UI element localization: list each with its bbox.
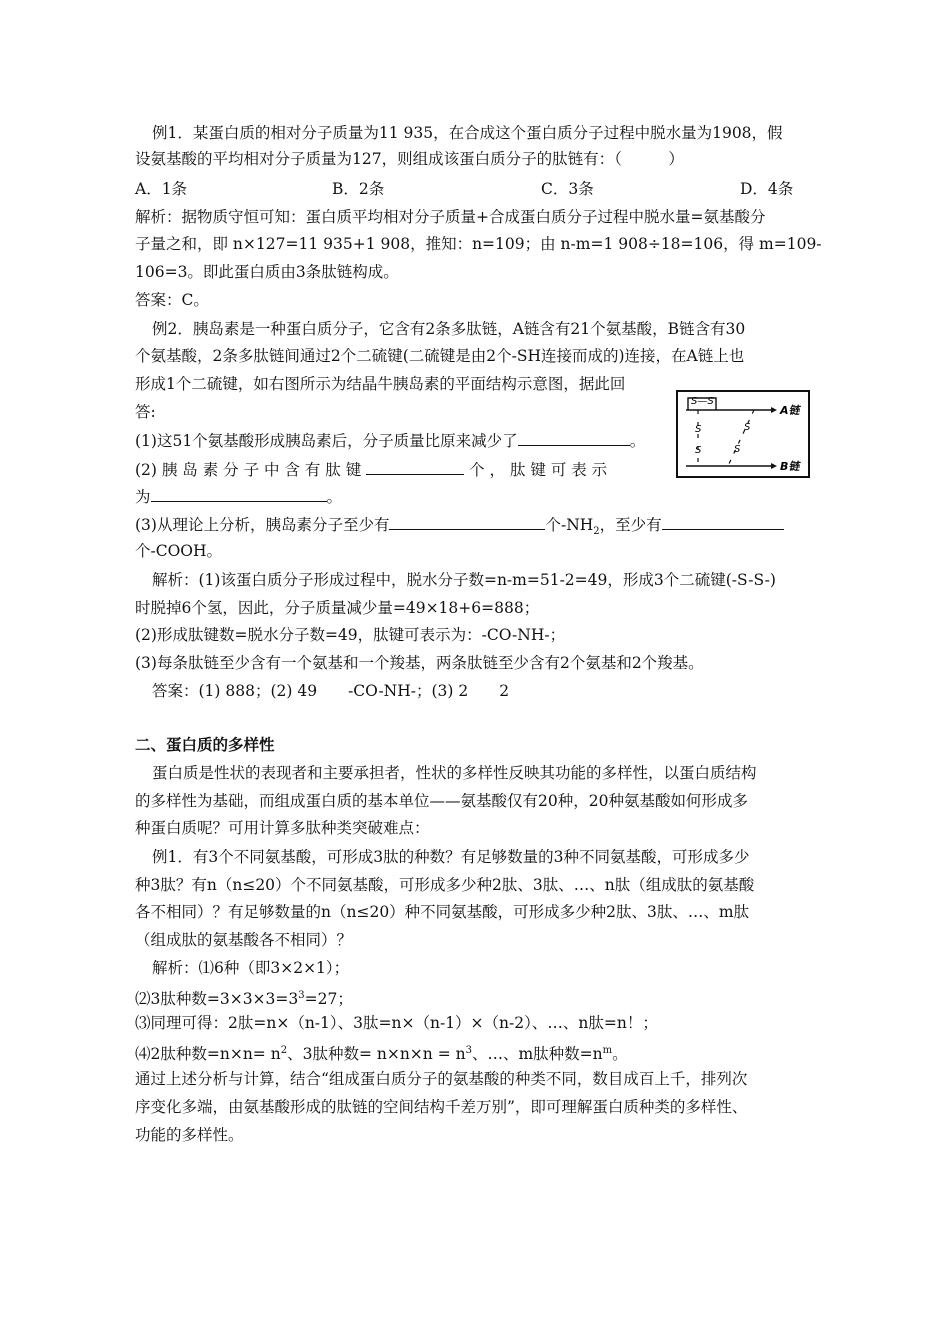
choice-c: C．3条 [541,180,594,198]
ex2-analysis-1: 解析：(1)该蛋白质分子形成过程中，脱水分子数=n-m=51-2=49，形成3个二硫键(-S-S-) [152,571,776,589]
a4-mid: 、3肽种数= n×n×n = n [287,1045,466,1064]
a2-post: =27； [304,990,353,1009]
a4-sup-2: 3 [465,1045,472,1056]
ex2-question-3-cont: 个-COOH。 [135,542,223,560]
ex2-analysis-4: (3)每条肽链至少含有一个氨基和一个羧基，两条肽链至少含有2个氨基和2个羧基。 [135,654,704,672]
choice-b: B．2条 [332,180,385,198]
s2-analysis-3: ⑶同理可得：2肽=n×（n-1）、3肽=n×（n-1）×（n-2）、…、n肽=n！； [135,1014,658,1032]
ex2-line-3: 形成1个二硫键，如右图所示为结晶牛胰岛素的平面结构示意图，据此回 [135,375,626,393]
ex2-line-1: 例2．胰岛素是一种蛋白质分子，它含有2条多肽链，A链含有21个氨基酸，B链含有30 [152,320,746,338]
q2-text-b: 个 ， 肽 键 可 表 示 [469,461,608,479]
insulin-structure-diagram [676,390,810,478]
a4-mid-2: 、…、m肽种数=n [471,1045,603,1064]
q2-end: 。 [326,488,343,506]
ex1-line-1: 例1．某蛋白质的相对分子质量为11 935，在合成这个蛋白质分子过程中脱水量为1908，假 [152,124,783,142]
a4-pre: ⑷2肽种数=n×n= n [135,1045,281,1064]
q2-blank-1[interactable] [366,458,464,475]
ex1-analysis-1: 解析：据物质守恒可知：蛋白质平均相对分子质量+合成蛋白质分子过程中脱水量=氨基酸分 [135,208,766,226]
s-mark-4: S [734,444,741,455]
s2-analysis-2 [135,985,353,1010]
ex2-line-4: 答: [135,403,156,421]
q3-text-c: ，至少有 [599,516,662,534]
q2-text-a: (2) 胰 岛 素 分 子 中 含 有 肽 键 [135,461,362,479]
a2-pre: ⑵3肽种数=3×3×3=3 [135,990,299,1009]
b-chain-label: B链 [780,460,800,473]
q3-sub: 2 [593,526,600,538]
q2-blank-2[interactable] [151,485,327,502]
s-mark-2: S [695,445,702,456]
s2-ex1-line-3: 各不相同）？有足够数量的n（n≤20）种不同氨基酸，可形成多少种2肽、3肽、…、m肽 [135,903,750,921]
s2-ex1-line-2: 种3肽？有n（n≤20）个不同氨基酸，可形成多少种2肽、3肽、…、n肽（组成肽的氨基酸 [135,876,755,894]
q3-text-b: 个-NH [545,516,594,534]
ex2-analysis-3: (2)形成肽键数=脱水分子数=49，肽键可表示为：-CO-NH-； [135,626,566,644]
s2-conclusion-2: 序变化多端，由氨基酸形成的肽链的空间结构千差万别”，即可理解蛋白质种类的多样性、 [135,1098,748,1116]
ex1-analysis-3: 106=3。即此蛋白质由3条肽链构成。 [135,263,399,281]
section-2-para-3: 种蛋白质呢？可用计算多肽种类突破难点： [135,819,430,837]
q3-text-a: (3)从理论上分析，胰岛素分子至少有 [135,516,390,534]
ex2-question-3 [135,513,784,543]
a4-post: 。 [612,1045,628,1064]
ex2-answer: 答案：(1) 888；(2) 49 -CO-NH-；(3) 2 2 [152,682,510,700]
a-chain-label: A链 [780,404,800,417]
section-2-para-1: 蛋白质是性状的表现者和主要承担者，性状的多样性反映其功能的多样性，以蛋白质结构 [152,764,757,782]
q3-blank-1[interactable] [389,513,545,530]
ex1-analysis-2: 子量之和，即 n×127=11 935+1 908，推知：n=109；由 n-m=1 908÷18=106，得 m=109- [135,235,822,253]
section-2-para-2: 的多样性为基础，而组成蛋白质的基本单位——氨基酸仅有20种，20种氨基酸如何形成多 [135,792,748,810]
s-mark-1: S [695,424,702,435]
s2-conclusion-3: 功能的多样性。 [135,1126,244,1144]
ex2-line-2: 个氨基酸，2条多肽链间通过2个二硫键(二硫键是由2个-SH连接而成的)连接，在A链上也 [135,347,745,365]
choice-d: D．4条 [740,180,794,198]
ex1-line-2: 设氨基酸的平均相对分子质量为127，则组成该蛋白质分子的肽链有：（ ） [135,150,684,168]
ex1-answer: 答案：C。 [135,291,209,309]
s2-ex1-line-4: （组成肽的氨基酸各不相同）？ [135,931,353,949]
q2-text-c: 为 [135,488,151,506]
s-mark-3: S [744,422,751,433]
ss-label: S—S [691,396,714,407]
a2-sup: 3 [298,990,305,1001]
q1-end: 。 [629,432,646,450]
q1-text: (1)这51个氨基酸形成胰岛素后，分子质量比原来减少了 [135,432,518,450]
q3-blank-2[interactable] [662,513,784,530]
ex2-question-2 [135,458,607,481]
s2-analysis-1: 解析：⑴6种（即3×2×1）； [152,959,350,977]
section-2-heading: 二、蛋白质的多样性 [135,736,275,754]
choice-a: A．1条 [135,180,188,198]
a4-sup-3: m [602,1045,613,1056]
s2-ex1-line-1: 例1．有3个不同氨基酸，可形成3肽的种数？有足够数量的3种不同氨基酸，可形成多少 [152,848,750,866]
ex2-question-2-cont [135,485,342,508]
q1-blank[interactable] [518,429,630,446]
a4-sup-1: 2 [280,1045,288,1056]
s2-analysis-4 [135,1040,628,1065]
ex2-question-1 [135,429,645,452]
ex2-analysis-2: 时脱掉6个氢，因此，分子质量减少量=49×18+6=888； [135,599,540,617]
s2-conclusion-1: 通过上述分析与计算，结合“组成蛋白质分子的氨基酸的种类不同，数目成百上千，排列次 [135,1070,748,1088]
